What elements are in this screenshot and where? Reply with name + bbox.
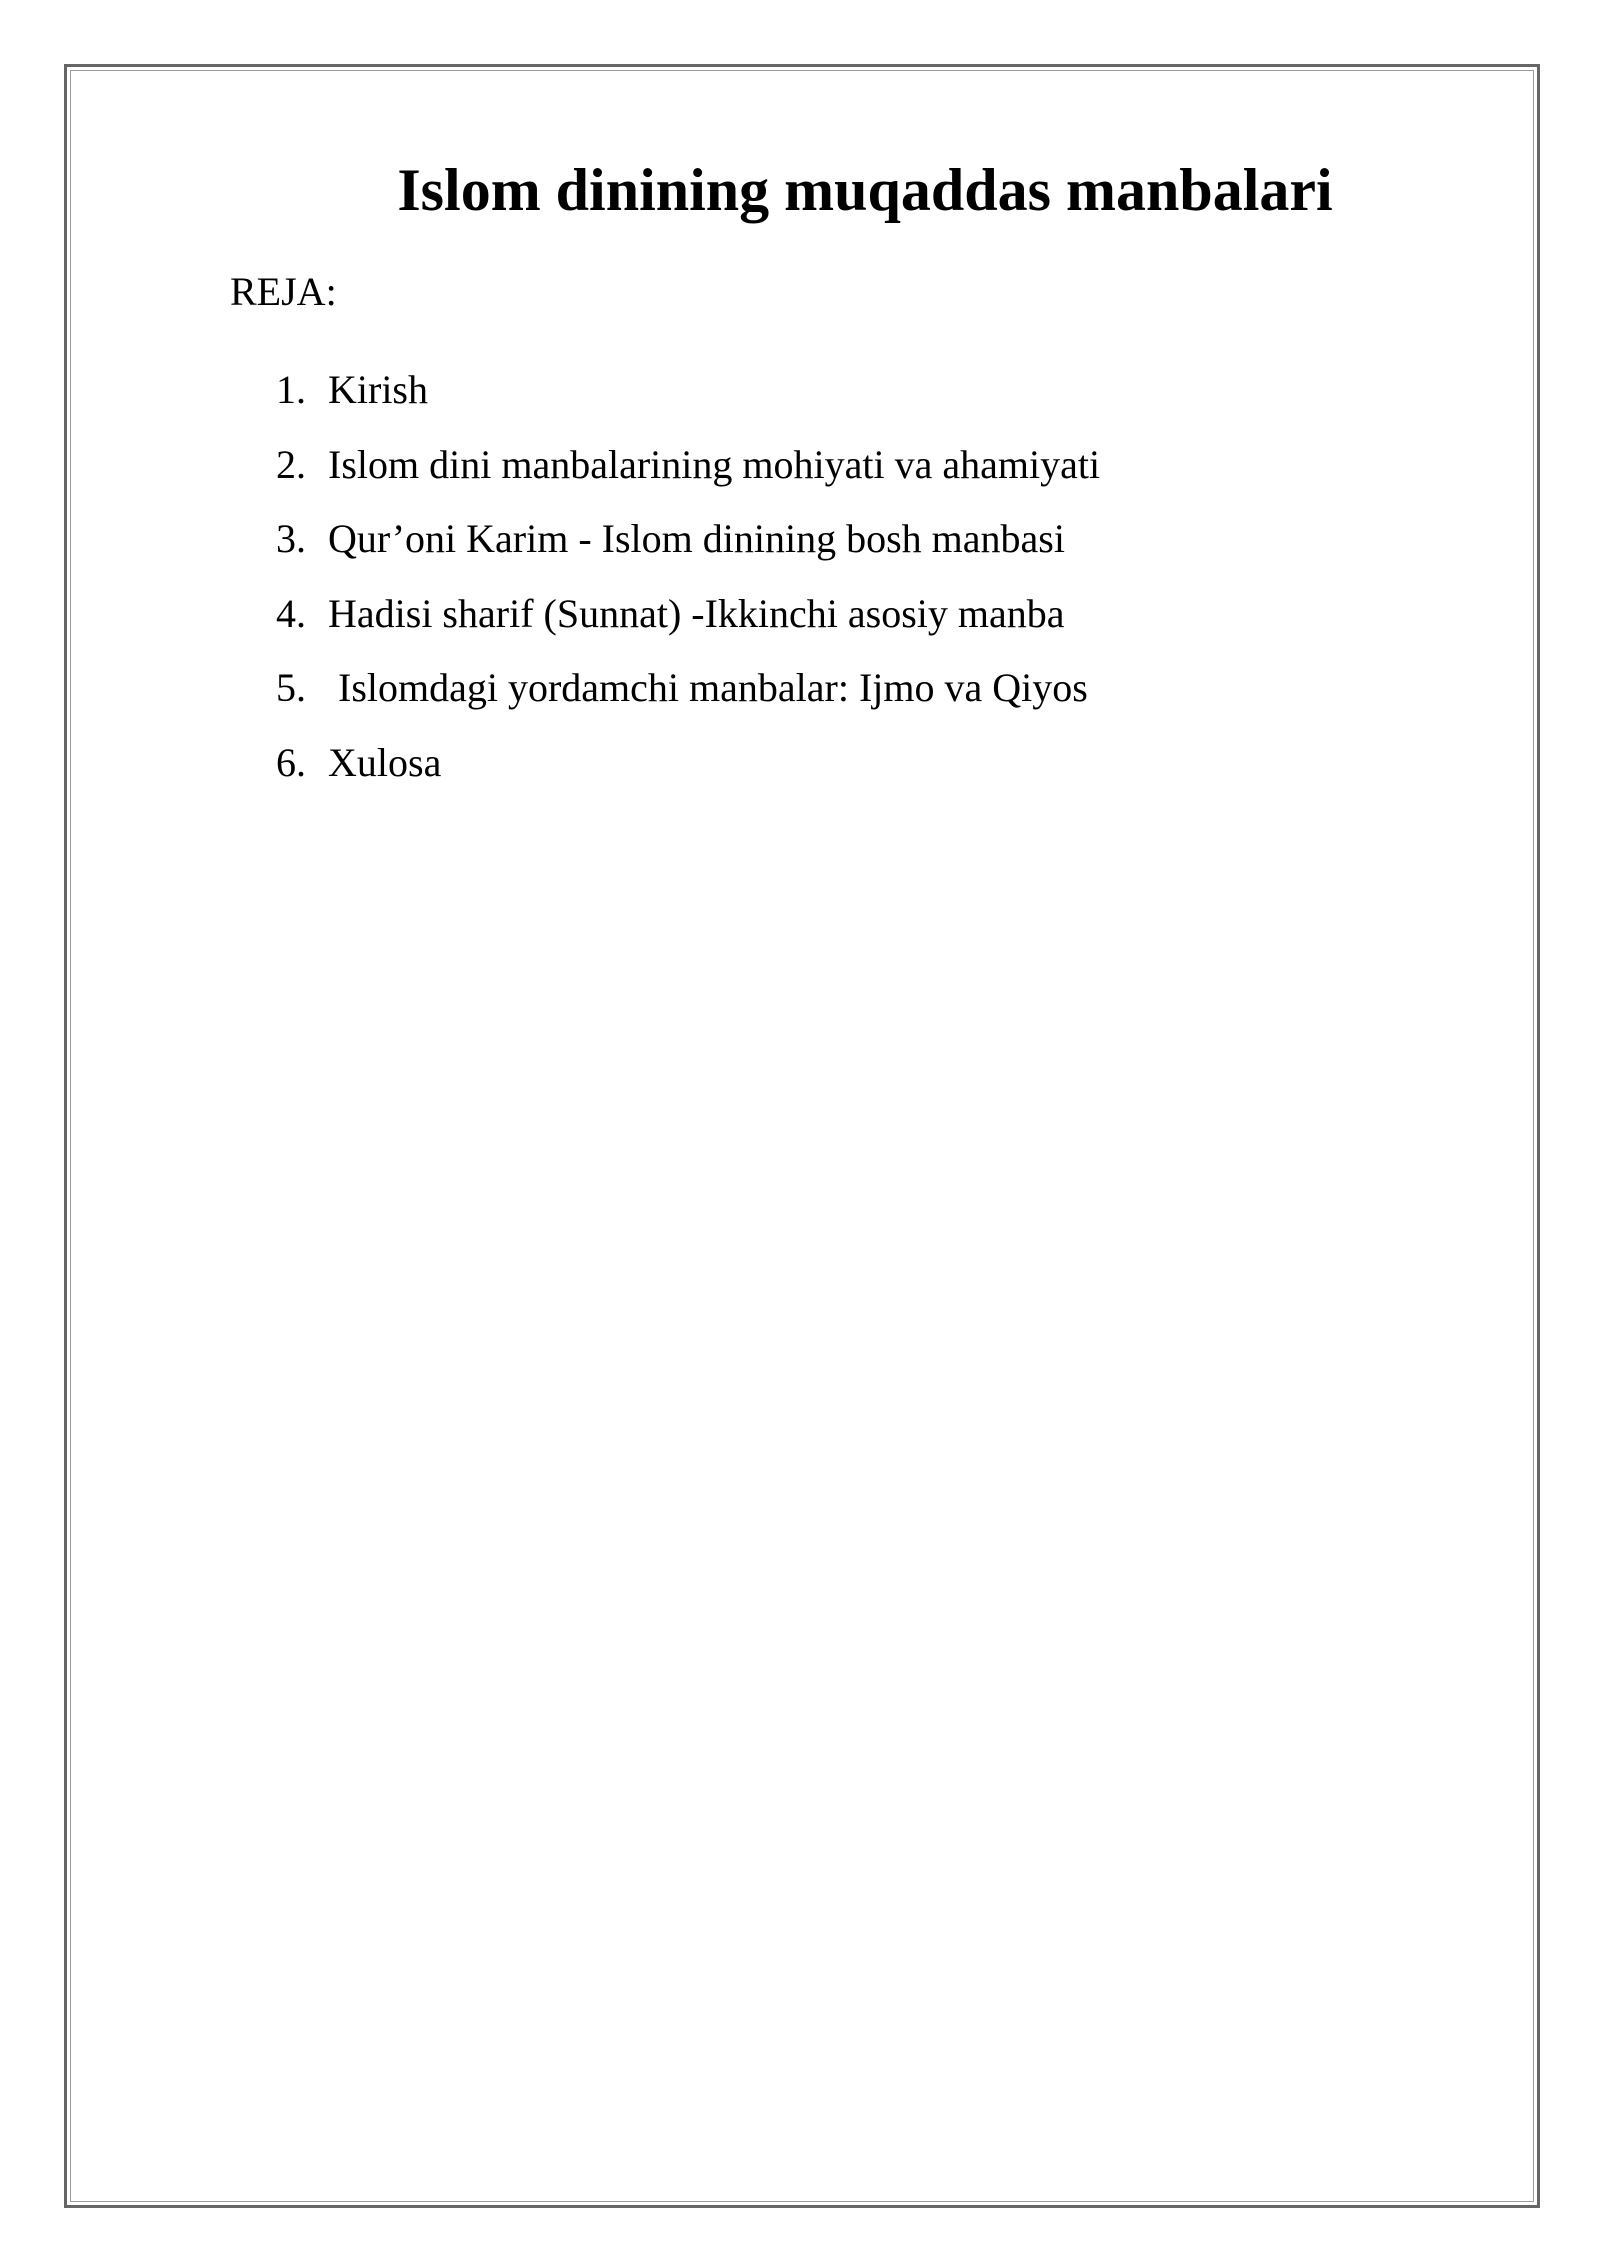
plan-item-number: 4. — [276, 590, 306, 636]
plan-item-number: 6. — [276, 739, 306, 785]
plan-item-6 — [276, 737, 1100, 812]
plan-item-number: 2. — [276, 441, 306, 487]
plan-item-number: 5. — [276, 665, 306, 711]
plan-item-4 — [276, 588, 1100, 663]
plan-item-text: Kirish — [328, 367, 428, 412]
plan-item-3 — [276, 513, 1100, 588]
plan-item-5 — [276, 662, 1100, 737]
plan-item-text: Islom dini manbalarining mohiyati va ahamiyati — [328, 441, 1101, 487]
plan-label: REJA: — [230, 269, 337, 314]
plan-item-text: Xulosa — [328, 739, 442, 785]
plan-item-2 — [276, 439, 1100, 514]
plan-item-number: 1. — [276, 367, 306, 412]
plan-item-text: Islomdagi yordamchi manbalar: Ijmo va Qiyos — [328, 665, 1088, 711]
plan-item-1 — [276, 364, 1100, 439]
document-title: Islom dinining muqaddas manbalari — [397, 157, 1333, 223]
plan-item-number: 3. — [276, 516, 306, 562]
plan-item-text: Qur’oni Karim - Islom dinining bosh manbasi — [328, 516, 1065, 562]
plan-list — [276, 364, 1100, 812]
plan-item-text: Hadisi sharif (Sunnat) -Ikkinchi asosiy manba — [328, 590, 1065, 636]
